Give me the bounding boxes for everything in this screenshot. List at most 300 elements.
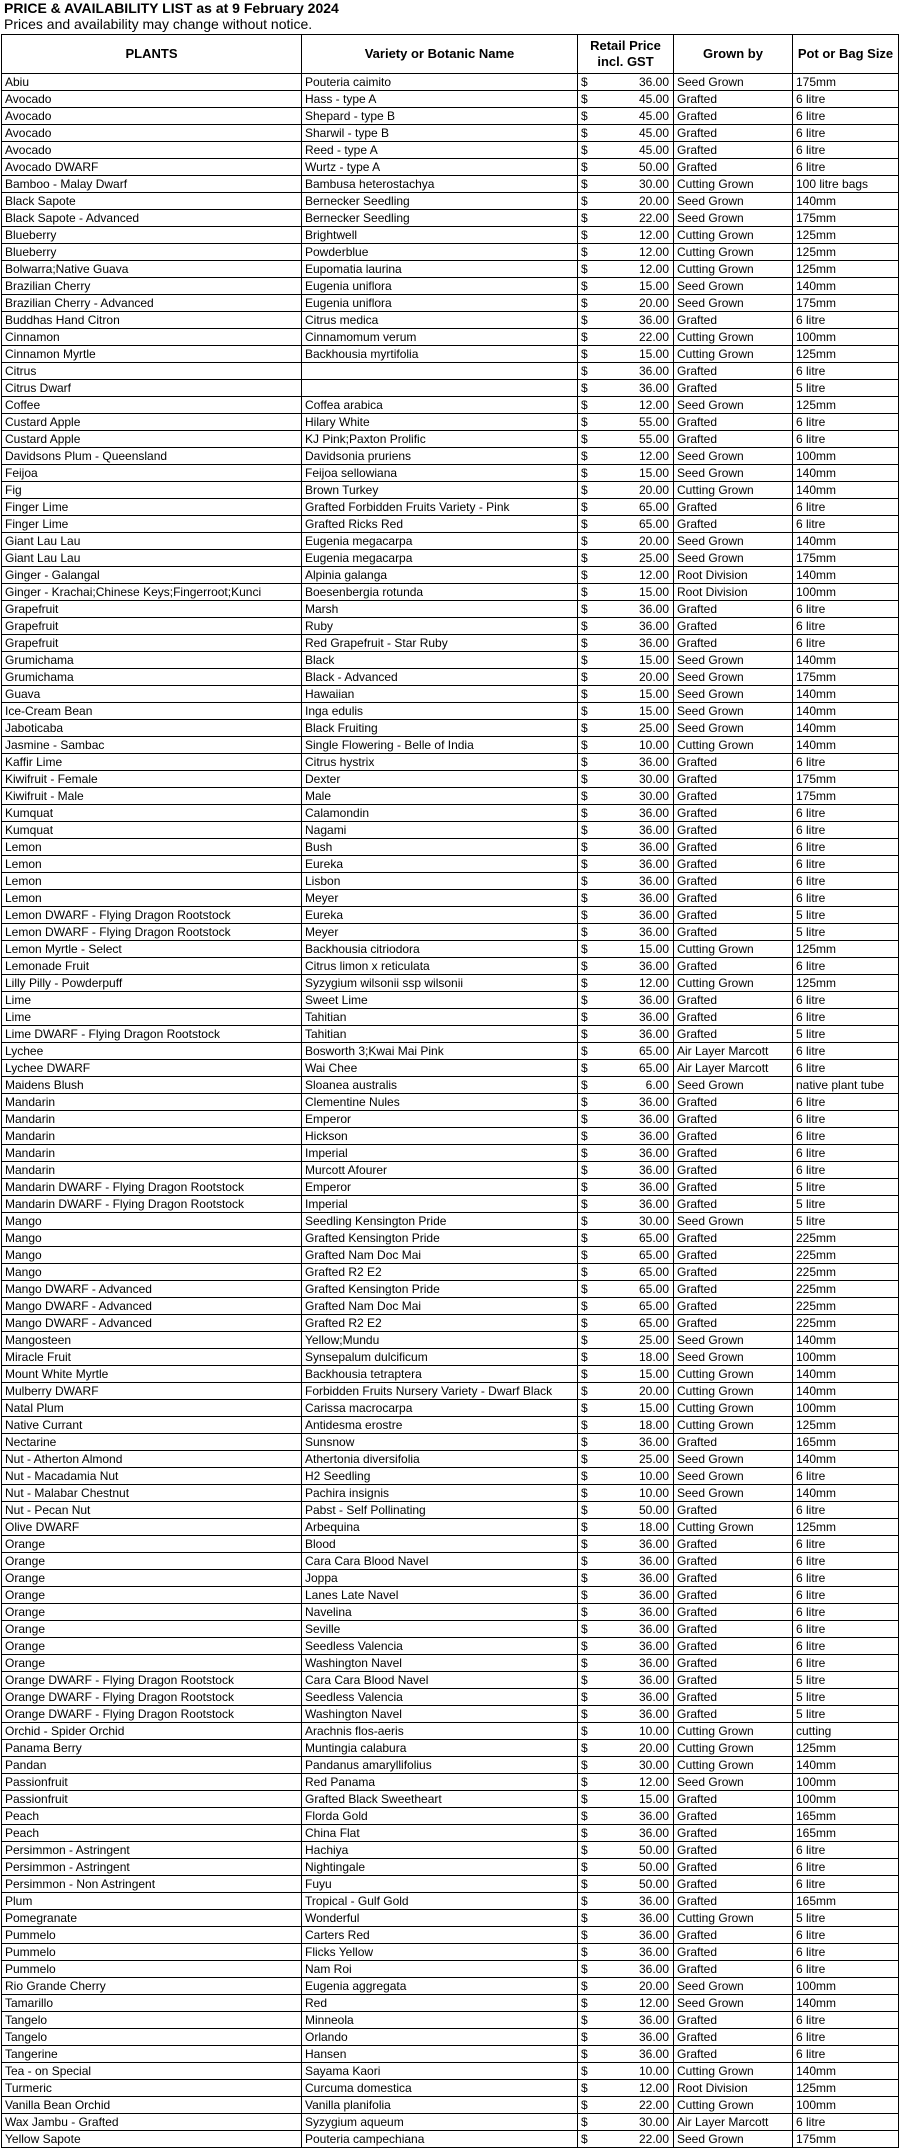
price-amount: 36.00	[638, 755, 669, 769]
price-cell	[578, 873, 674, 890]
grown-by-cell: Grafted	[674, 1094, 793, 1111]
plant-name-cell: Natal Plum	[2, 1400, 302, 1417]
table-row	[2, 1281, 899, 1298]
grown-by-cell: Grafted	[674, 601, 793, 618]
table-row	[2, 1349, 899, 1366]
price-amount: 36.00	[638, 823, 669, 837]
table-row	[2, 312, 899, 329]
variety-cell: Curcuma domestica	[302, 2080, 578, 2097]
table-row	[2, 1162, 899, 1179]
grown-by-cell: Air Layer Marcott	[674, 1043, 793, 1060]
pot-size-cell: 6 litre	[793, 108, 899, 125]
price-amount: 12.00	[638, 1775, 669, 1789]
pot-size-cell: 6 litre	[793, 2029, 899, 2046]
plant-name-cell: Lemon DWARF - Flying Dragon Rootstock	[2, 907, 302, 924]
plant-name-cell: Passionfruit	[2, 1791, 302, 1808]
currency-symbol: $	[581, 1299, 588, 1313]
table-row	[2, 1944, 899, 1961]
variety-cell: Powderblue	[302, 244, 578, 261]
currency-symbol: $	[581, 415, 588, 429]
variety-cell: Minneola	[302, 2012, 578, 2029]
currency-symbol: $	[581, 2132, 588, 2146]
table-row	[2, 499, 899, 516]
price-amount: 15.00	[638, 1401, 669, 1415]
grown-by-cell: Cutting Grown	[674, 346, 793, 363]
price-amount: 20.00	[638, 194, 669, 208]
table-row	[2, 873, 899, 890]
variety-cell: Grafted Kensington Pride	[302, 1230, 578, 1247]
price-cell	[578, 601, 674, 618]
price-cell	[578, 346, 674, 363]
plant-name-cell: Tea - on Special	[2, 2063, 302, 2080]
price-cell	[578, 652, 674, 669]
table-row	[2, 1451, 899, 1468]
grown-by-cell: Seed Grown	[674, 533, 793, 550]
currency-symbol: $	[581, 1911, 588, 1925]
variety-cell: Imperial	[302, 1196, 578, 1213]
currency-symbol: $	[581, 1860, 588, 1874]
pot-size-cell: 6 litre	[793, 431, 899, 448]
pot-size-cell: 6 litre	[793, 958, 899, 975]
table-row	[2, 1672, 899, 1689]
table-row	[2, 1519, 899, 1536]
pot-size-cell: 5 litre	[793, 380, 899, 397]
price-cell	[578, 1791, 674, 1808]
variety-cell: Vanilla planifolia	[302, 2097, 578, 2114]
plant-name-cell: Cinnamon	[2, 329, 302, 346]
grown-by-cell: Grafted	[674, 1315, 793, 1332]
plant-name-cell: Mango	[2, 1247, 302, 1264]
grown-by-cell: Grafted	[674, 958, 793, 975]
currency-symbol: $	[581, 1180, 588, 1194]
pot-size-cell: 225mm	[793, 1281, 899, 1298]
price-amount: 36.00	[638, 1826, 669, 1840]
table-row	[2, 1706, 899, 1723]
currency-symbol: $	[581, 925, 588, 939]
column-header-variety: Variety or Botanic Name	[302, 35, 578, 74]
pot-size-cell: 6 litre	[793, 618, 899, 635]
variety-cell: Wonderful	[302, 1910, 578, 1927]
grown-by-cell: Grafted	[674, 1808, 793, 1825]
pot-size-cell: 125mm	[793, 346, 899, 363]
currency-symbol: $	[581, 1027, 588, 1041]
variety-cell: Orlando	[302, 2029, 578, 2046]
price-cell	[578, 941, 674, 958]
price-amount: 36.00	[638, 874, 669, 888]
table-row	[2, 278, 899, 295]
pot-size-cell: 125mm	[793, 1519, 899, 1536]
plant-name-cell: Avocado DWARF	[2, 159, 302, 176]
plant-name-cell: Mandarin	[2, 1128, 302, 1145]
pot-size-cell: 6 litre	[793, 1961, 899, 1978]
pot-size-cell: 140mm	[793, 737, 899, 754]
price-table-body	[2, 74, 899, 2148]
price-cell	[578, 890, 674, 907]
price-amount: 36.00	[638, 1690, 669, 1704]
price-amount: 30.00	[638, 177, 669, 191]
table-row	[2, 1774, 899, 1791]
currency-symbol: $	[581, 2064, 588, 2078]
pot-size-cell: 175mm	[793, 74, 899, 91]
table-row	[2, 448, 899, 465]
currency-symbol: $	[581, 534, 588, 548]
plant-name-cell: Fig	[2, 482, 302, 499]
price-amount: 36.00	[638, 1027, 669, 1041]
price-cell	[578, 1009, 674, 1026]
price-amount: 20.00	[638, 296, 669, 310]
table-row	[2, 1077, 899, 1094]
pot-size-cell: 225mm	[793, 1315, 899, 1332]
table-row	[2, 703, 899, 720]
currency-symbol: $	[581, 585, 588, 599]
grown-by-cell: Cutting Grown	[674, 227, 793, 244]
price-amount: 30.00	[638, 1214, 669, 1228]
pot-size-cell: 6 litre	[793, 839, 899, 856]
price-cell	[578, 669, 674, 686]
price-amount: 36.00	[638, 602, 669, 616]
plant-name-cell: Pummelo	[2, 1927, 302, 1944]
price-cell	[578, 1604, 674, 1621]
grown-by-cell: Seed Grown	[674, 703, 793, 720]
price-amount: 65.00	[638, 1044, 669, 1058]
variety-cell: Emperor	[302, 1111, 578, 1128]
grown-by-cell: Grafted	[674, 125, 793, 142]
pot-size-cell: 6 litre	[793, 805, 899, 822]
grown-by-cell: Grafted	[674, 1587, 793, 1604]
currency-symbol: $	[581, 177, 588, 191]
variety-cell: Hachiya	[302, 1842, 578, 1859]
pot-size-cell: 6 litre	[793, 1009, 899, 1026]
price-amount: 10.00	[638, 1486, 669, 1500]
variety-cell: Pouteria caimito	[302, 74, 578, 91]
currency-symbol: $	[581, 704, 588, 718]
plant-name-cell: Tangerine	[2, 2046, 302, 2063]
grown-by-cell: Grafted	[674, 1944, 793, 1961]
price-cell	[578, 465, 674, 482]
variety-cell: Reed - type A	[302, 142, 578, 159]
currency-symbol: $	[581, 857, 588, 871]
currency-symbol: $	[581, 1010, 588, 1024]
price-amount: 36.00	[638, 993, 669, 1007]
price-cell	[578, 720, 674, 737]
pot-size-cell: 125mm	[793, 1417, 899, 1434]
currency-symbol: $	[581, 1418, 588, 1432]
price-cell	[578, 1264, 674, 1281]
grown-by-cell: Seed Grown	[674, 193, 793, 210]
price-amount: 36.00	[638, 1656, 669, 1670]
price-amount: 50.00	[638, 1860, 669, 1874]
grown-by-cell: Cutting Grown	[674, 176, 793, 193]
pot-size-cell: 6 litre	[793, 414, 899, 431]
grown-by-cell: Seed Grown	[674, 295, 793, 312]
price-cell	[578, 1859, 674, 1876]
plant-name-cell: Grumichama	[2, 669, 302, 686]
price-cell	[578, 2012, 674, 2029]
variety-cell: Forbidden Fruits Nursery Variety - Dwarf Black	[302, 1383, 578, 1400]
table-row	[2, 839, 899, 856]
price-cell	[578, 1213, 674, 1230]
price-amount: 12.00	[638, 262, 669, 276]
pot-size-cell: 5 litre	[793, 1179, 899, 1196]
pot-size-cell: 140mm	[793, 1995, 899, 2012]
grown-by-cell: Root Division	[674, 584, 793, 601]
price-amount: 20.00	[638, 534, 669, 548]
table-row	[2, 346, 899, 363]
table-row	[2, 1417, 899, 1434]
plant-name-cell: Persimmon - Astringent	[2, 1859, 302, 1876]
price-amount: 36.00	[638, 857, 669, 871]
grown-by-cell: Seed Grown	[674, 669, 793, 686]
plant-name-cell: Pomegranate	[2, 1910, 302, 1927]
currency-symbol: $	[581, 483, 588, 497]
price-cell	[578, 312, 674, 329]
page-title: PRICE & AVAILABILITY LIST as at 9 February 2024	[4, 0, 339, 16]
plant-name-cell: Giant Lau Lau	[2, 533, 302, 550]
variety-cell: Flicks Yellow	[302, 1944, 578, 1961]
grown-by-cell: Grafted	[674, 1604, 793, 1621]
currency-symbol: $	[581, 313, 588, 327]
pot-size-cell: 140mm	[793, 1451, 899, 1468]
table-row	[2, 1842, 899, 1859]
grown-by-cell: Seed Grown	[674, 1468, 793, 1485]
variety-cell: Calamondin	[302, 805, 578, 822]
column-header-plants: PLANTS	[2, 35, 302, 74]
currency-symbol: $	[581, 1214, 588, 1228]
currency-symbol: $	[581, 1401, 588, 1415]
table-row	[2, 1825, 899, 1842]
currency-symbol: $	[581, 976, 588, 990]
currency-symbol: $	[581, 1707, 588, 1721]
plant-name-cell: Kumquat	[2, 805, 302, 822]
price-cell	[578, 1077, 674, 1094]
currency-symbol: $	[581, 1979, 588, 1993]
table-row	[2, 2097, 899, 2114]
variety-cell: Eugenia megacarpa	[302, 550, 578, 567]
grown-by-cell: Grafted	[674, 1264, 793, 1281]
price-cell	[578, 992, 674, 1009]
currency-symbol: $	[581, 75, 588, 89]
currency-symbol: $	[581, 160, 588, 174]
table-row	[2, 1638, 899, 1655]
variety-cell: Cinnamomum verum	[302, 329, 578, 346]
grown-by-cell: Seed Grown	[674, 74, 793, 91]
grown-by-cell: Seed Grown	[674, 1451, 793, 1468]
table-row	[2, 1995, 899, 2012]
price-amount: 12.00	[638, 1996, 669, 2010]
currency-symbol: $	[581, 1384, 588, 1398]
plant-name-cell: Pummelo	[2, 1944, 302, 1961]
plant-name-cell: Mount White Myrtle	[2, 1366, 302, 1383]
pot-size-cell: 6 litre	[793, 1944, 899, 1961]
price-cell	[578, 2063, 674, 2080]
pot-size-cell: 5 litre	[793, 1026, 899, 1043]
price-cell	[578, 193, 674, 210]
price-cell	[578, 975, 674, 992]
price-cell	[578, 1723, 674, 1740]
price-amount: 12.00	[638, 245, 669, 259]
currency-symbol: $	[581, 1095, 588, 1109]
table-row	[2, 550, 899, 567]
column-header-pot-size: Pot or Bag Size	[793, 35, 899, 74]
price-cell	[578, 1944, 674, 1961]
table-row	[2, 2012, 899, 2029]
grown-by-cell: Seed Grown	[674, 1077, 793, 1094]
pot-size-cell: 6 litre	[793, 1638, 899, 1655]
variety-cell: Joppa	[302, 1570, 578, 1587]
price-cell	[578, 1247, 674, 1264]
grown-by-cell: Grafted	[674, 1298, 793, 1315]
currency-symbol: $	[581, 755, 588, 769]
pot-size-cell: 225mm	[793, 1298, 899, 1315]
plant-name-cell: Lychee DWARF	[2, 1060, 302, 1077]
price-cell	[578, 567, 674, 584]
pot-size-cell: 5 litre	[793, 1910, 899, 1927]
currency-symbol: $	[581, 1078, 588, 1092]
grown-by-cell: Grafted	[674, 890, 793, 907]
price-cell	[578, 1910, 674, 1927]
plant-name-cell: Finger Lime	[2, 516, 302, 533]
grown-by-cell: Cutting Grown	[674, 261, 793, 278]
price-amount: 15.00	[638, 704, 669, 718]
price-amount: 65.00	[638, 1231, 669, 1245]
grown-by-cell: Seed Grown	[674, 1349, 793, 1366]
currency-symbol: $	[581, 1129, 588, 1143]
table-row	[2, 788, 899, 805]
table-row	[2, 295, 899, 312]
grown-by-cell: Root Division	[674, 2080, 793, 2097]
plant-name-cell: Lilly Pilly - Powderpuff	[2, 975, 302, 992]
plant-name-cell: Mango	[2, 1264, 302, 1281]
price-amount: 65.00	[638, 517, 669, 531]
pot-size-cell: 6 litre	[793, 2114, 899, 2131]
price-cell	[578, 1196, 674, 1213]
plant-name-cell: Mango DWARF - Advanced	[2, 1281, 302, 1298]
currency-symbol: $	[581, 143, 588, 157]
currency-symbol: $	[581, 1571, 588, 1585]
grown-by-cell: Grafted	[674, 1026, 793, 1043]
pot-size-cell: 6 litre	[793, 2012, 899, 2029]
variety-cell: Bush	[302, 839, 578, 856]
price-amount: 15.00	[638, 687, 669, 701]
pot-size-cell: cutting	[793, 1723, 899, 1740]
table-row	[2, 1910, 899, 1927]
currency-symbol: $	[581, 602, 588, 616]
grown-by-cell: Seed Grown	[674, 720, 793, 737]
grown-by-cell: Grafted	[674, 1859, 793, 1876]
currency-symbol: $	[581, 1809, 588, 1823]
plant-name-cell: Lemon	[2, 856, 302, 873]
variety-cell: Navelina	[302, 1604, 578, 1621]
currency-symbol: $	[581, 1452, 588, 1466]
pot-size-cell: 140mm	[793, 720, 899, 737]
table-row	[2, 1808, 899, 1825]
variety-cell: Backhousia citriodora	[302, 941, 578, 958]
table-row	[2, 1111, 899, 1128]
table-row	[2, 1060, 899, 1077]
pot-size-cell: 5 litre	[793, 1689, 899, 1706]
column-header-retail-price: Retail Price incl. GST	[578, 35, 674, 74]
price-amount: 36.00	[638, 1435, 669, 1449]
variety-cell: Pouteria campechiana	[302, 2131, 578, 2148]
variety-cell: Coffea arabica	[302, 397, 578, 414]
variety-cell: Syzygium wilsonii ssp wilsonii	[302, 975, 578, 992]
variety-cell: Davidsonia pruriens	[302, 448, 578, 465]
variety-cell: Tropical - Gulf Gold	[302, 1893, 578, 1910]
variety-cell: Grafted Kensington Pride	[302, 1281, 578, 1298]
grown-by-cell: Grafted	[674, 1570, 793, 1587]
grown-by-cell: Cutting Grown	[674, 482, 793, 499]
currency-symbol: $	[581, 1469, 588, 1483]
pot-size-cell: 165mm	[793, 1825, 899, 1842]
plant-name-cell: Ginger - Krachai;Chinese Keys;Fingerroot;Kunci	[2, 584, 302, 601]
table-row	[2, 431, 899, 448]
plant-name-cell: Tangelo	[2, 2012, 302, 2029]
plant-name-cell: Rio Grande Cherry	[2, 1978, 302, 1995]
pot-size-cell: 175mm	[793, 550, 899, 567]
price-amount: 15.00	[638, 942, 669, 956]
price-cell	[578, 2114, 674, 2131]
plant-name-cell: Peach	[2, 1808, 302, 1825]
table-row	[2, 1264, 899, 1281]
plant-name-cell: Native Currant	[2, 1417, 302, 1434]
variety-cell: Hawaiian	[302, 686, 578, 703]
price-amount: 20.00	[638, 1741, 669, 1755]
plant-name-cell: Lemon DWARF - Flying Dragon Rootstock	[2, 924, 302, 941]
plant-name-cell: Grumichama	[2, 652, 302, 669]
pot-size-cell: 140mm	[793, 1366, 899, 1383]
pot-size-cell: 175mm	[793, 788, 899, 805]
table-row	[2, 822, 899, 839]
pot-size-cell: 6 litre	[793, 1536, 899, 1553]
plant-name-cell: Feijoa	[2, 465, 302, 482]
price-cell	[578, 856, 674, 873]
variety-cell: Eugenia aggregata	[302, 1978, 578, 1995]
currency-symbol: $	[581, 1146, 588, 1160]
variety-cell: Sweet Lime	[302, 992, 578, 1009]
grown-by-cell: Cutting Grown	[674, 1723, 793, 1740]
currency-symbol: $	[581, 2115, 588, 2129]
price-cell	[578, 1621, 674, 1638]
pot-size-cell: 175mm	[793, 2131, 899, 2148]
currency-symbol: $	[581, 228, 588, 242]
price-amount: 10.00	[638, 738, 669, 752]
price-cell	[578, 1400, 674, 1417]
price-amount: 30.00	[638, 2115, 669, 2129]
grown-by-cell: Grafted	[674, 1196, 793, 1213]
currency-symbol: $	[581, 1758, 588, 1772]
price-cell	[578, 822, 674, 839]
price-cell	[578, 482, 674, 499]
table-row	[2, 1570, 899, 1587]
plant-name-cell: Orange	[2, 1553, 302, 1570]
plant-name-cell: Abiu	[2, 74, 302, 91]
pot-size-cell: 125mm	[793, 2080, 899, 2097]
price-amount: 18.00	[638, 1418, 669, 1432]
pot-size-cell: 5 litre	[793, 907, 899, 924]
grown-by-cell: Grafted	[674, 907, 793, 924]
price-amount: 36.00	[638, 1129, 669, 1143]
currency-symbol: $	[581, 398, 588, 412]
pot-size-cell: 140mm	[793, 193, 899, 210]
price-amount: 36.00	[638, 2013, 669, 2027]
price-amount: 36.00	[638, 1928, 669, 1942]
variety-cell: Citrus medica	[302, 312, 578, 329]
currency-symbol: $	[581, 806, 588, 820]
table-row	[2, 482, 899, 499]
grown-by-cell: Grafted	[674, 312, 793, 329]
pot-size-cell: 140mm	[793, 1332, 899, 1349]
table-row	[2, 1145, 899, 1162]
